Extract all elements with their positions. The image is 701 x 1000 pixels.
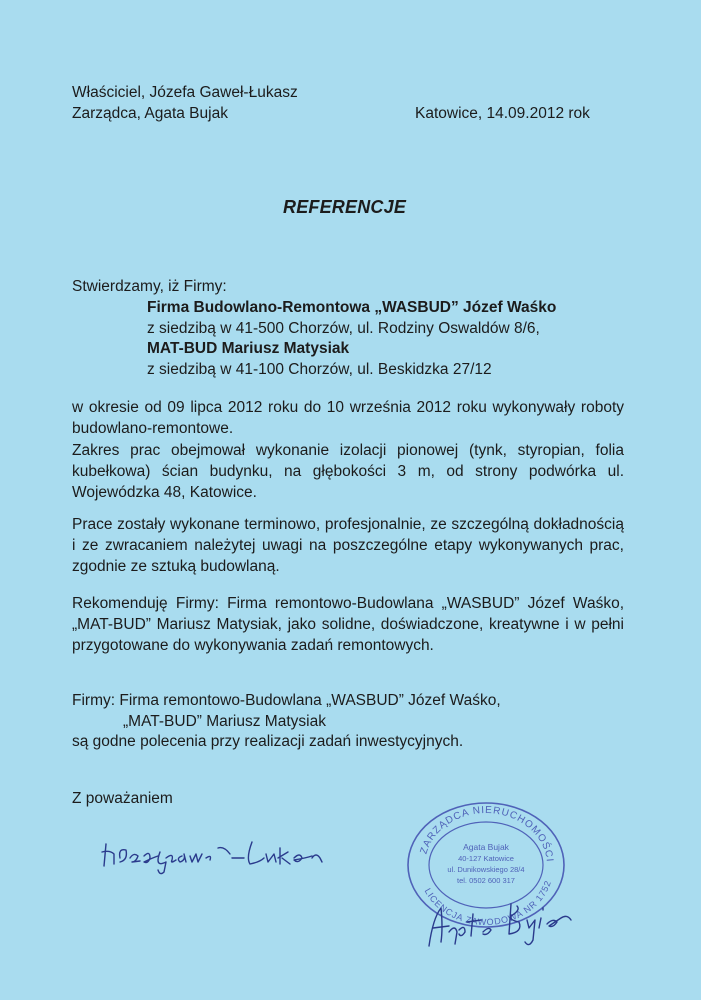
place-date: Katowice, 14.09.2012 rok	[415, 105, 590, 122]
regards-line: Z poważaniem	[72, 790, 173, 807]
paragraph-recommendation: Rekomenduję Firmy: Firma remontowo-Budowlana „WASBUD” Józef Waśko, „MAT-BUD” Mariusz Matysiak, jako solidne, doświadczone, kreatywne i w pełni przygotowane do wykonywania zadań remontowych.	[72, 595, 624, 654]
firm1-name: Firma Budowlano-Remontowa „WASBUD” Józef Waśko	[147, 299, 557, 316]
signature-right	[425, 898, 575, 953]
closing-line-3: są godne polecenia przy realizacji zadań inwestycyjnych.	[72, 733, 464, 750]
firm1-address: z siedzibą w 41-500 Chorzów, ul. Rodziny Oswaldów 8/6,	[147, 320, 540, 337]
firm2-address: z siedzibą w 41-100 Chorzów, ul. Beskidzka 27/12	[147, 361, 492, 378]
paragraph-period: w okresie od 09 lipca 2012 roku do 10 września 2012 roku wykonywały roboty budowlano-remontowe.	[72, 399, 624, 437]
stamp-ring-top: ZARZĄDCA NIERUCHOMOŚCI	[418, 804, 555, 863]
stamp-line-3: ul. Dunikowskiego 28/4	[447, 865, 525, 874]
stamp-line-1: Agata Bujak	[463, 842, 509, 852]
closing-line-1: Firmy: Firma remontowo-Budowlana „WASBUD” Józef Waśko,	[72, 692, 501, 709]
stamp-line-4: tel. 0502 600 317	[457, 876, 515, 885]
manager-line: Zarządca, Agata Bujak	[72, 105, 228, 122]
firm2-name: MAT-BUD Mariusz Matysiak	[147, 340, 350, 357]
stamp-ring-bottom: LICENCJA ZAWODOWA NR 1752	[422, 878, 554, 928]
signature-left	[100, 828, 330, 878]
stamp-line-2: 40-127 Katowice	[458, 854, 514, 863]
closing-line-2: „MAT-BUD” Mariusz Matysiak	[123, 713, 326, 730]
paragraph-quality: Prace zostały wykonane terminowo, profesjonalnie, ze szczególną dokładnością i ze zwracaniem należytej uwagi na poszczególne etapy wykonywanych prac, zgodnie ze sztuką budowlaną.	[72, 516, 624, 575]
document-title: REFERENCJE	[283, 197, 407, 217]
owner-line: Właściciel, Józefa Gaweł-Łukasz	[72, 84, 298, 101]
intro-line: Stwierdzamy, iż Firmy:	[72, 278, 227, 295]
paragraph-scope: Zakres prac obejmował wykonanie izolacji pionowej (tynk, styropian, folia kubełkowa) ścian budynku, na głębokości 3 m, od strony podwórka ul. Wojewódzka 48, Katowice.	[72, 442, 624, 501]
